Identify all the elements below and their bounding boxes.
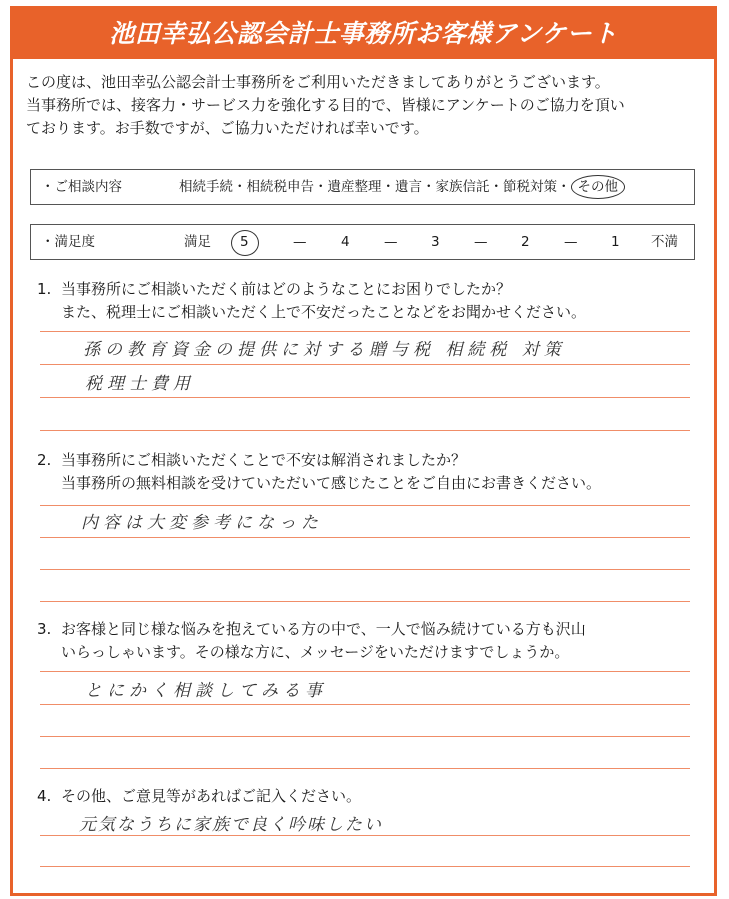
satisfaction-label: ・満足度	[41, 234, 95, 250]
question-text: いらっしゃいます。その様な方に、メッセージをいただけますでしょうか。	[61, 643, 570, 661]
survey-title: 池田幸弘公認会計士事務所お客様アンケート	[13, 9, 714, 59]
satisfaction-option-1[interactable]: 1	[611, 234, 620, 250]
question-4	[37, 785, 361, 808]
satisfaction-high-label: 不満	[651, 234, 678, 250]
question-text: 当事務所にご相談いただく前はどのようなことにお困りでしたか？	[61, 280, 512, 298]
answer-line	[40, 331, 690, 332]
intro-text	[26, 71, 706, 140]
answer-2-line-1[interactable]: 内容は大変参考になった	[81, 513, 323, 533]
answer-1-line-2[interactable]: 税理士費用	[85, 374, 195, 394]
satisfaction-option-2[interactable]: 2	[521, 234, 530, 250]
answer-3-line-1[interactable]: とにかく相談してみる事	[85, 681, 327, 701]
answer-line	[40, 601, 690, 602]
satisfaction-option-5[interactable]: 5	[240, 234, 249, 250]
consultation-type-label: ・ご相談内容	[41, 179, 122, 195]
consultation-type-field[interactable]	[30, 169, 695, 205]
question-number: 1.	[37, 280, 52, 298]
answer-1-line-1[interactable]: 孫の教育資金の提供に対する贈与税 相続税 対策	[83, 340, 566, 360]
question-number: 3.	[37, 620, 52, 638]
scale-dash: —	[293, 234, 307, 250]
question-3	[37, 618, 586, 664]
question-text: 当事務所の無料相談を受けていただいて感じたことをご自由にお書きください。	[61, 474, 602, 492]
satisfaction-option-4[interactable]: 4	[341, 234, 350, 250]
question-text: また、税理士にご相談いただく上で不安だったことなどをお聞かせください。	[61, 303, 587, 321]
scale-dash: —	[564, 234, 578, 250]
answer-line	[40, 768, 690, 769]
consultation-options-text: 相続手続・相続税申告・遺産整理・遺言・家族信託・節税対策・	[179, 179, 571, 195]
question-2	[37, 449, 601, 495]
question-1	[37, 278, 586, 324]
satisfaction-field[interactable]	[30, 224, 695, 260]
answer-line	[40, 704, 690, 705]
scale-dash: —	[384, 234, 398, 250]
satisfaction-low-label: 満足	[184, 234, 211, 250]
answer-line	[40, 835, 690, 836]
answer-line	[40, 569, 690, 570]
satisfaction-option-3[interactable]: 3	[431, 234, 440, 250]
intro-line: ております。お手数ですが、ご協力いただければ幸いです。	[26, 119, 429, 137]
question-text: お客様と同じ様な悩みを抱えている方の中で、一人で悩み続けている方も沢山	[61, 620, 586, 638]
answer-line	[40, 537, 690, 538]
question-number: 2.	[37, 451, 52, 469]
survey-sheet	[10, 6, 717, 896]
answer-line	[40, 505, 690, 506]
question-text: 当事務所にご相談いただくことで不安は解消されましたか？	[61, 451, 467, 469]
consultation-selected-option[interactable]: その他	[571, 175, 626, 199]
answer-line	[40, 736, 690, 737]
answer-line	[40, 364, 690, 365]
question-text: その他、ご意見等があればご記入ください。	[61, 787, 362, 805]
question-number: 4.	[37, 787, 52, 805]
consultation-options	[179, 170, 625, 204]
intro-line: この度は、池田幸弘公認会計士事務所をご利用いただきましてありがとうございます。	[26, 73, 610, 91]
answer-line	[40, 430, 690, 431]
scale-dash: —	[474, 234, 488, 250]
answer-4-line-1[interactable]: 元気なうちに家族で良く吟味したい	[79, 815, 383, 835]
answer-line	[40, 671, 690, 672]
answer-line	[40, 397, 690, 398]
intro-line: 当事務所では、接客力・サービス力を強化する目的で、皆様にアンケートのご協力を頂い	[26, 96, 625, 114]
answer-line	[40, 866, 690, 867]
